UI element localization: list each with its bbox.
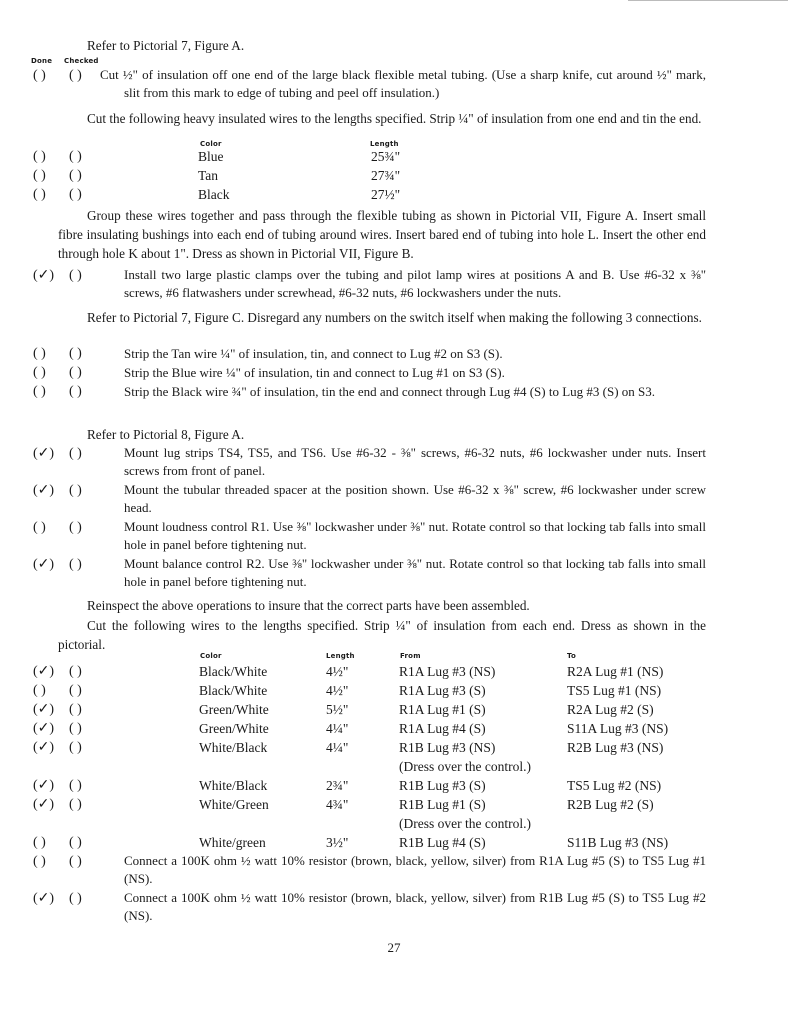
wire-length: 27½" — [371, 187, 401, 202]
step-mount-spacer: Mount the tubular threaded spacer at the position shown. Use #6-32 x ⅜" screw, #6 lockwasher under screw head. — [124, 482, 706, 515]
refer-pictorial-7c: Refer to Pictorial 7, Figure C. Disregard any numbers on the switch itself when making the following 3 connections. — [87, 310, 702, 325]
done-checkbox[interactable]: ( ) — [33, 168, 46, 183]
step-resistor-r1a: Connect a 100K ohm ½ watt 10% resistor (brown, black, yellow, silver) from R1A Lug #5 (S) to TS5 Lug #1 (NS). — [124, 853, 706, 886]
checked-checkbox[interactable]: ( ) — [69, 683, 82, 698]
wire-from: R1A Lug #3 (NS) — [399, 664, 496, 679]
wire-length: 4¼" — [326, 721, 349, 736]
wire-from: R1B Lug #3 (S) — [399, 778, 486, 793]
wire-to: R2B Lug #3 (NS) — [567, 740, 664, 755]
wire-to: S11B Lug #3 (NS) — [567, 835, 669, 850]
checked-checkbox[interactable]: ( ) — [69, 346, 82, 361]
done-checkbox-checked[interactable]: (✓) — [33, 664, 55, 679]
length-column-header: Length — [326, 652, 355, 660]
step-mount-balance-r2: Mount balance control R2. Use ⅜" lockwasher under ⅜" nut. Rotate control so that locking tab falls into small hole in panel before tightening nut. — [124, 556, 706, 589]
done-checkbox-checked[interactable]: (✓) — [33, 740, 55, 755]
wire-length: 2¾" — [326, 778, 349, 793]
done-checkbox[interactable]: ( ) — [33, 384, 46, 399]
wire-to: R2A Lug #2 (S) — [567, 702, 654, 717]
step-text: Cut ½" of insulation off one end of the large black flexible metal tubing. (Use a sharp knife, cut around ½" mark, slit from this mark to edge of tubing and peel off insulation.) — [100, 67, 706, 100]
wire-color: Green/White — [199, 702, 269, 717]
step-mount-loudness-r1: Mount loudness control R1. Use ⅜" lockwasher under ⅜" nut. Rotate control so that locking tab falls into small hole in panel before tightening nut. — [124, 519, 706, 552]
step-cut-tubing — [100, 66, 706, 102]
checked-checkbox[interactable]: ( ) — [69, 854, 82, 869]
wire-length: 27¾" — [371, 168, 401, 183]
done-checkbox[interactable]: ( ) — [33, 68, 46, 83]
done-checkbox-checked[interactable]: (✓) — [33, 797, 55, 812]
checked-checkbox[interactable]: ( ) — [69, 149, 82, 164]
wire-length: 5½" — [326, 702, 349, 717]
checked-checkbox[interactable]: ( ) — [69, 702, 82, 717]
checked-checkbox[interactable]: ( ) — [69, 797, 82, 812]
checked-checkbox[interactable]: ( ) — [69, 835, 82, 850]
checked-checkbox[interactable]: ( ) — [69, 557, 82, 572]
wire-from: R1A Lug #1 (S) — [399, 702, 486, 717]
wire-to: TS5 Lug #2 (NS) — [567, 778, 662, 793]
done-checkbox-checked[interactable]: (✓) — [33, 891, 55, 906]
wire-to: R2B Lug #2 (S) — [567, 797, 654, 812]
wire-to: R2A Lug #1 (NS) — [567, 664, 664, 679]
dress-note: (Dress over the control.) — [399, 759, 531, 774]
wire-to: S11A Lug #3 (NS) — [567, 721, 669, 736]
wire-color: Green/White — [199, 721, 269, 736]
checked-checkbox[interactable]: ( ) — [69, 446, 82, 461]
wire-color: Black — [198, 187, 230, 202]
wire-color: White/Black — [199, 740, 268, 755]
done-checkbox[interactable]: ( ) — [33, 683, 46, 698]
checked-column-header: Checked — [64, 57, 99, 65]
to-column-header: To — [567, 652, 577, 660]
step-install-clamps: Install two large plastic clamps over the tubing and pilot lamp wires at positions A and B. Use #6-32 x ⅜" screws, #6 flatwashers under screwhead, #6-32 nuts, #6 lockwashers under the nuts. — [124, 267, 706, 300]
reinspect-note: Reinspect the above operations to insure that the correct parts have been assembled. — [87, 598, 530, 613]
wire-from: R1B Lug #3 (NS) — [399, 740, 496, 755]
from-column-header: From — [400, 652, 421, 660]
done-checkbox-checked[interactable]: (✓) — [33, 483, 55, 498]
checked-checkbox[interactable]: ( ) — [69, 721, 82, 736]
checked-checkbox[interactable]: ( ) — [69, 664, 82, 679]
color-column-header: Color — [200, 140, 222, 148]
done-checkbox-checked[interactable]: (✓) — [33, 557, 55, 572]
done-checkbox-checked[interactable]: (✓) — [33, 446, 55, 461]
page-number: 27 — [387, 940, 401, 955]
checked-checkbox[interactable]: ( ) — [69, 168, 82, 183]
checked-checkbox[interactable]: ( ) — [69, 740, 82, 755]
done-checkbox[interactable]: ( ) — [33, 854, 46, 869]
done-checkbox-checked[interactable]: (✓) — [33, 778, 55, 793]
done-checkbox-checked[interactable]: (✓) — [33, 721, 55, 736]
checked-checkbox[interactable]: ( ) — [69, 891, 82, 906]
group-wires-paragraph: Group these wires together and pass through the flexible tubing as shown in Pictorial VII, Figure A. Insert small fibre insulating bushings into each end of tubing around wires. Insert bared end of tubing into hole L. Insert the other end through hole K about 1". Dress as shown in Pictorial VII, Figure B. — [58, 208, 706, 261]
refer-pictorial-7a: Refer to Pictorial 7, Figure A. — [87, 38, 245, 53]
checked-checkbox[interactable]: ( ) — [69, 365, 82, 380]
wire-color: Blue — [198, 149, 224, 164]
wire-color: White/green — [199, 835, 266, 850]
done-checkbox[interactable]: ( ) — [33, 520, 46, 535]
done-checkbox[interactable]: ( ) — [33, 835, 46, 850]
wire-length: 3½" — [326, 835, 349, 850]
length-column-header: Length — [370, 140, 399, 148]
checked-checkbox[interactable]: ( ) — [69, 187, 82, 202]
done-column-header: Done — [31, 57, 53, 65]
wire-length: 4¾" — [326, 797, 349, 812]
done-checkbox[interactable]: ( ) — [33, 149, 46, 164]
wire-length: 4¼" — [326, 740, 349, 755]
wire-from: R1A Lug #3 (S) — [399, 683, 486, 698]
wire-color: White/Green — [199, 797, 269, 812]
scan-edge-line — [628, 0, 788, 1]
cut-heavy-wires-intro: Cut the following heavy insulated wires to the lengths specified. Strip ¼" of insulation from one end and tin the end. — [87, 111, 702, 126]
step-strip-blue: Strip the Blue wire ¼" of insulation, tin and connect to Lug #1 on S3 (S). — [124, 365, 505, 380]
wire-from: R1A Lug #4 (S) — [399, 721, 486, 736]
step-mount-lug-strips: Mount lug strips TS4, TS5, and TS6. Use #6-32 - ⅜" screws, #6-32 nuts, #6 lockwasher under nuts. Insert screws from front of panel. — [124, 445, 706, 478]
dress-note: (Dress over the control.) — [399, 816, 531, 831]
wire-length: 25¾" — [371, 149, 401, 164]
wire-to: TS5 Lug #1 (NS) — [567, 683, 662, 698]
checked-checkbox[interactable]: ( ) — [69, 268, 82, 283]
step-strip-tan: Strip the Tan wire ¼" of insulation, tin, and connect to Lug #2 on S3 (S). — [124, 346, 503, 361]
done-checkbox-checked[interactable]: (✓) — [33, 702, 55, 717]
checked-checkbox[interactable]: ( ) — [69, 384, 82, 399]
wire-color: White/Black — [199, 778, 268, 793]
done-checkbox[interactable]: ( ) — [33, 346, 46, 361]
wire-length: 4½" — [326, 683, 349, 698]
wire-color: Tan — [198, 168, 219, 183]
step-resistor-r1b: Connect a 100K ohm ½ watt 10% resistor (brown, black, yellow, silver) from R1B Lug #5 (S) to TS5 Lug #2 (NS). — [124, 890, 706, 923]
done-checkbox[interactable]: ( ) — [33, 365, 46, 380]
refer-pictorial-8a: Refer to Pictorial 8, Figure A. — [87, 427, 245, 442]
color-column-header: Color — [200, 652, 222, 660]
cut-wires-intro: Cut the following wires to the lengths specified. Strip ¼" of insulation from each end. Dress as shown in the pictorial. — [58, 618, 706, 652]
step-strip-black: Strip the Black wire ¾" of insulation, tin the end and connect through Lug #4 (S) to Lug #3 (S) on S3. — [124, 384, 656, 399]
wire-from: R1B Lug #1 (S) — [399, 797, 486, 812]
done-checkbox-checked[interactable]: (✓) — [33, 268, 55, 283]
wire-color: Black/White — [199, 664, 268, 679]
checked-checkbox[interactable]: ( ) — [69, 68, 82, 83]
wire-length: 4½" — [326, 664, 349, 679]
wire-color: Black/White — [199, 683, 268, 698]
checked-checkbox[interactable]: ( ) — [69, 520, 82, 535]
wire-from: R1B Lug #4 (S) — [399, 835, 486, 850]
done-checkbox[interactable]: ( ) — [33, 187, 46, 202]
checked-checkbox[interactable]: ( ) — [69, 778, 82, 793]
checked-checkbox[interactable]: ( ) — [69, 483, 82, 498]
